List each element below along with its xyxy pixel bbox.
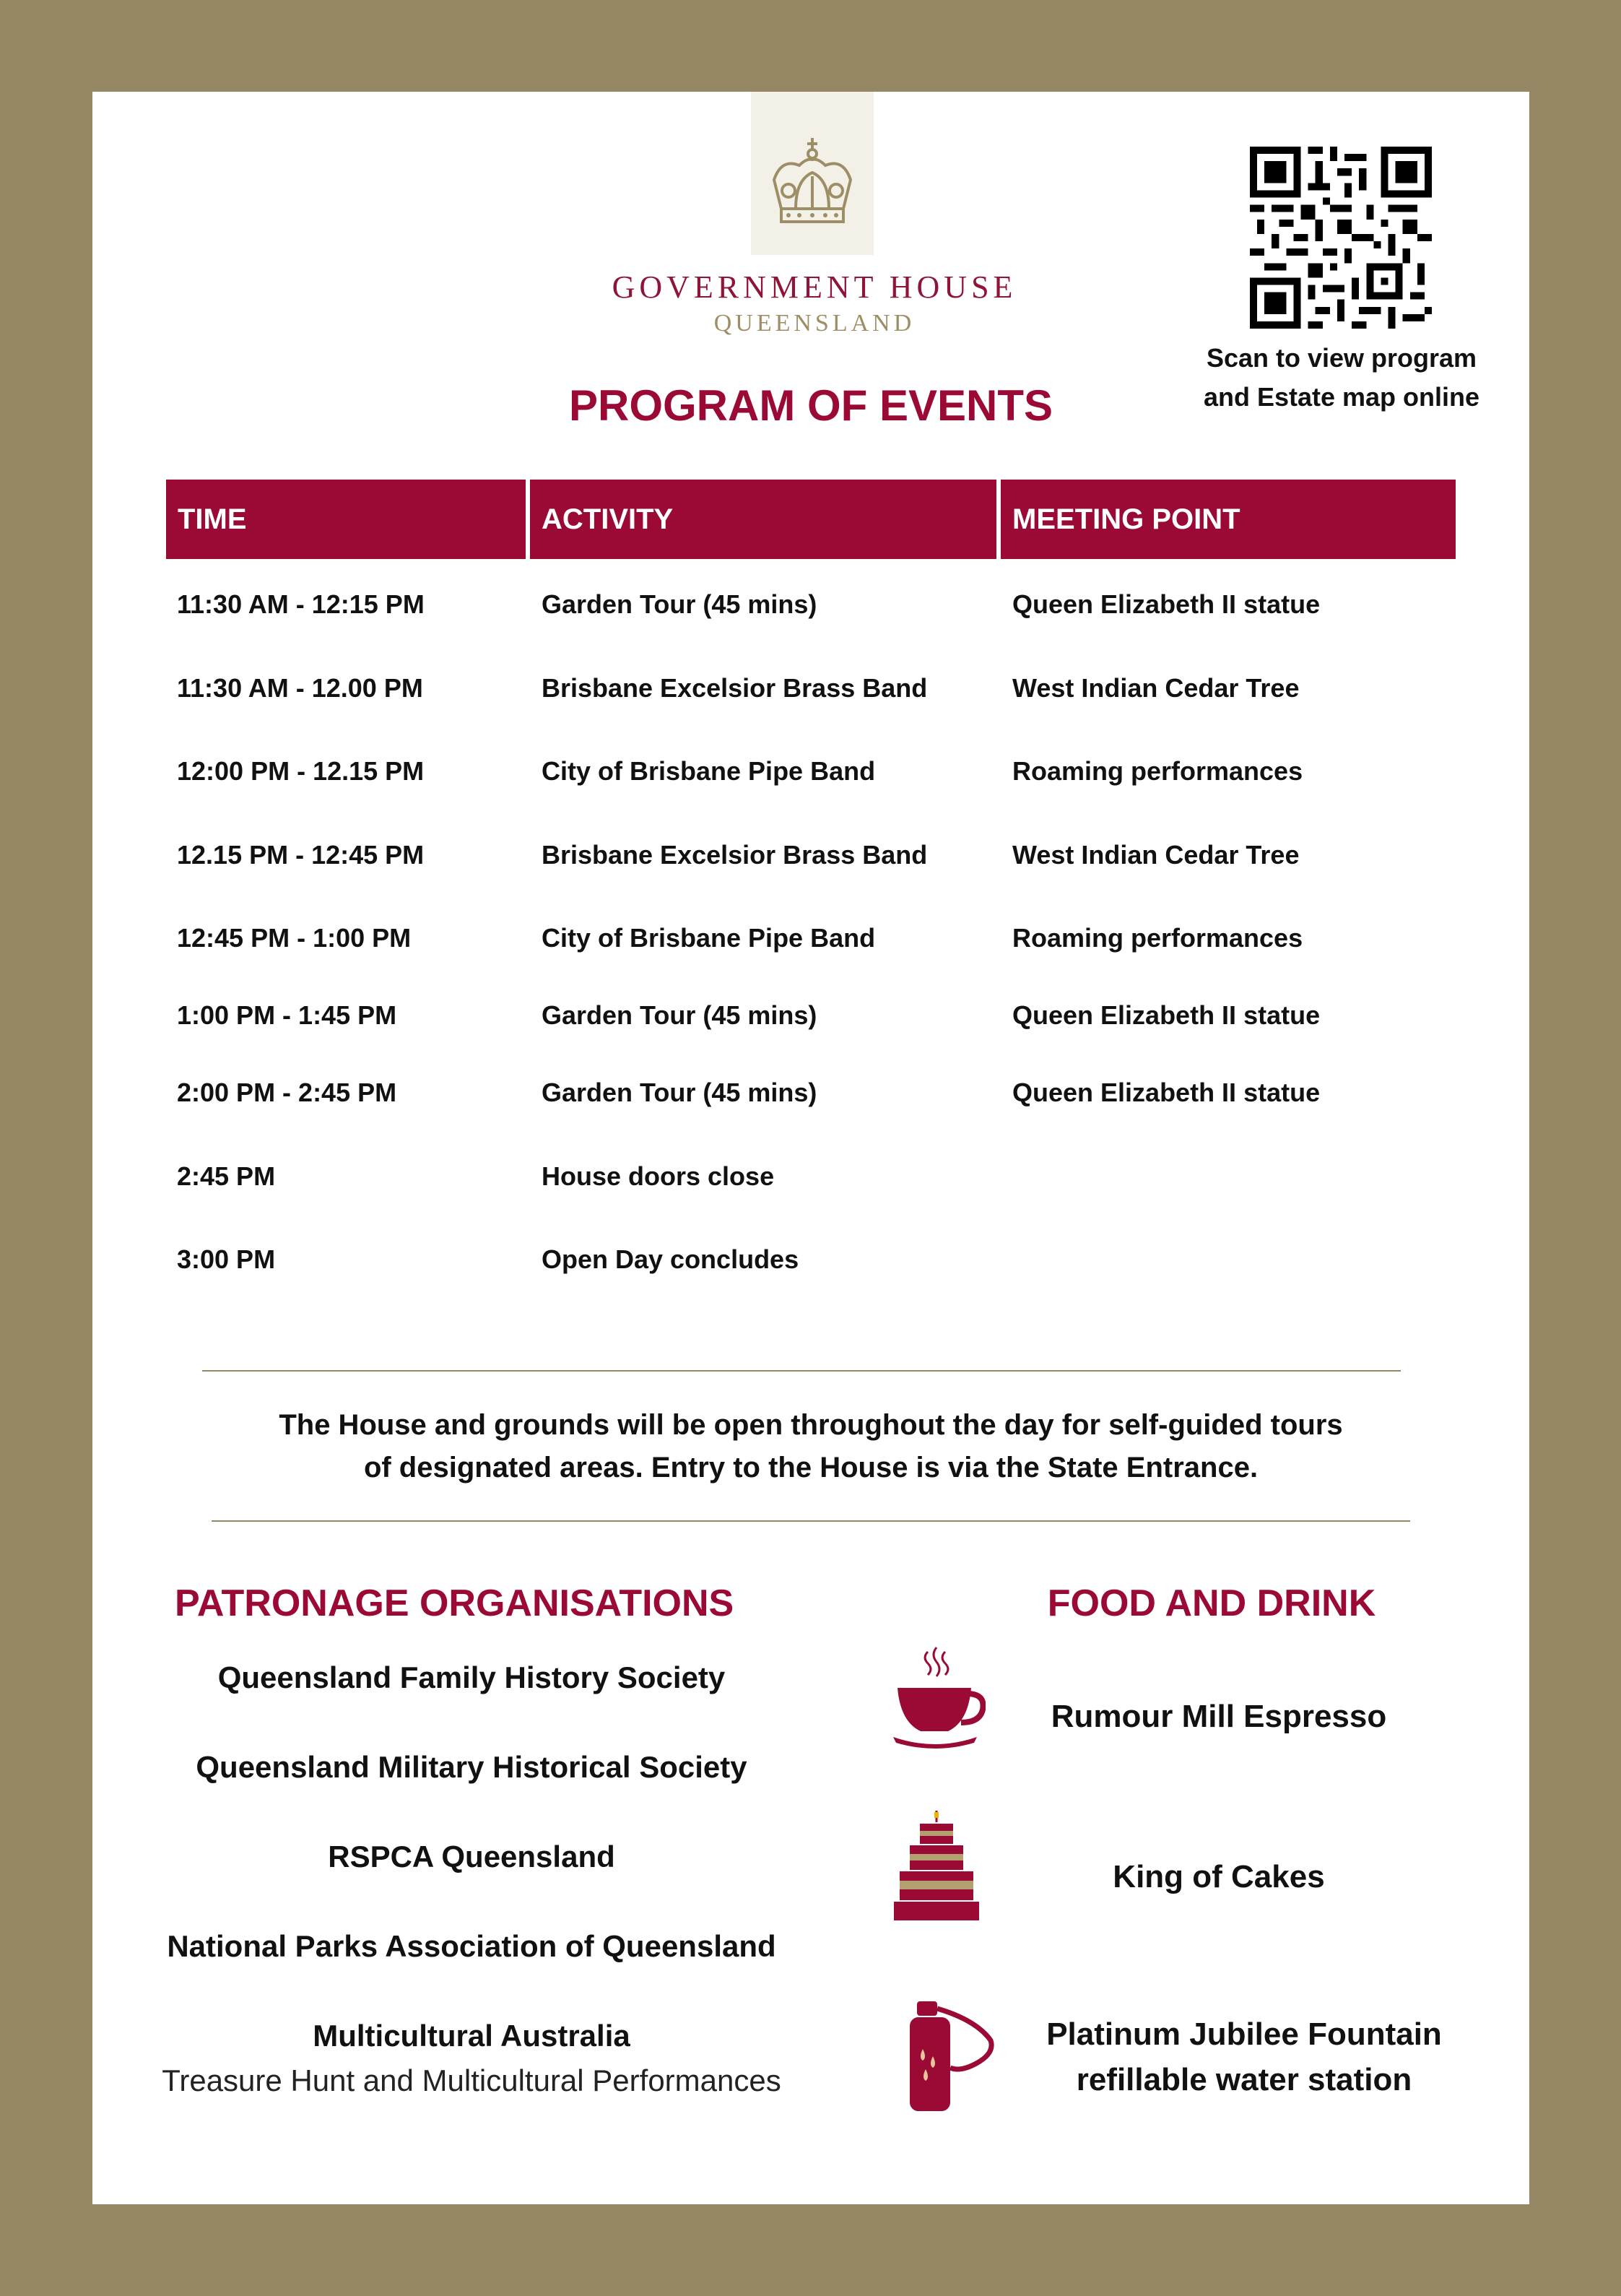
- time-cell: 2:45 PM: [177, 1161, 276, 1191]
- fountain-line1: Platinum Jubilee Fountain: [1046, 2016, 1442, 2052]
- activity-cell: Garden Tour (45 mins): [542, 1000, 817, 1030]
- activity-cell: City of Brisbane Pipe Band: [542, 923, 876, 953]
- activity-cell: City of Brisbane Pipe Band: [542, 756, 876, 786]
- time-cell: 11:30 AM - 12.00 PM: [177, 673, 423, 703]
- activity-cell: House doors close: [542, 1161, 775, 1191]
- column-header-time: TIME: [166, 480, 526, 559]
- qr-caption-line1: Scan to view program: [1206, 343, 1477, 373]
- qr-caption-line2: and Estate map online: [1203, 382, 1480, 412]
- meeting-point-cell: Queen Elizabeth II statue: [1012, 1000, 1321, 1030]
- food-vendor-coffee: Rumour Mill Espresso: [1051, 1699, 1387, 1734]
- list-item: Queensland Family History Society: [217, 1660, 726, 1694]
- divider-top: [202, 1370, 1401, 1372]
- activity-cell: Brisbane Excelsior Brass Band: [542, 673, 928, 703]
- notice-line2: of designated areas. Entry to the House is via the State Entrance.: [363, 1452, 1259, 1483]
- divider-bottom: [212, 1520, 1410, 1522]
- time-cell: 1:00 PM - 1:45 PM: [177, 1000, 397, 1030]
- list-item: National Parks Association of Queensland: [167, 1929, 776, 1963]
- meeting-point-cell: Queen Elizabeth II statue: [1012, 589, 1321, 619]
- list-item: RSPCA Queensland: [328, 1840, 615, 1873]
- brand-wordmark: [598, 269, 1031, 337]
- notice-text: [157, 1404, 1464, 1489]
- list-item-subtext: Treasure Hunt and Multicultural Performances: [162, 2063, 781, 2097]
- patronage-title: PATRONAGE ORGANISATIONS: [175, 1582, 734, 1624]
- activity-cell: Brisbane Excelsior Brass Band: [542, 840, 928, 870]
- time-cell: 12:45 PM - 1:00 PM: [177, 923, 412, 953]
- meeting-point-cell: Roaming performances: [1012, 923, 1303, 953]
- water-bottle-icon: [907, 1998, 995, 2114]
- meeting-point-cell: Queen Elizabeth II statue: [1012, 1078, 1321, 1107]
- time-cell: 12:00 PM - 12.15 PM: [177, 756, 425, 786]
- time-cell: 2:00 PM - 2:45 PM: [177, 1078, 397, 1107]
- activity-cell: Open Day concludes: [542, 1244, 799, 1274]
- crest-emblem: [751, 92, 874, 255]
- time-cell: 3:00 PM: [177, 1244, 276, 1274]
- program-page: [92, 92, 1529, 2204]
- column-header-meeting-point: MEETING POINT: [1001, 480, 1456, 559]
- crown-icon: [767, 137, 858, 230]
- fountain-line2: refillable water station: [1076, 2062, 1412, 2097]
- food-title: FOOD AND DRINK: [1047, 1582, 1376, 1624]
- column-header-activity: ACTIVITY: [530, 480, 996, 559]
- cake-icon: [894, 1809, 979, 1922]
- food-vendor-cakes: King of Cakes: [1113, 1859, 1325, 1894]
- meeting-point-cell: West Indian Cedar Tree: [1012, 673, 1300, 703]
- time-cell: 12.15 PM - 12:45 PM: [177, 840, 425, 870]
- list-item: Queensland Military Historical Society: [196, 1750, 747, 1784]
- food-vendor-fountain: [995, 2011, 1493, 2102]
- meeting-point-cell: Roaming performances: [1012, 756, 1303, 786]
- page-title: PROGRAM OF EVENTS: [568, 381, 1053, 430]
- brand-main-text: GOVERNMENT HOUSE: [612, 269, 1017, 305]
- qr-code[interactable]: [1250, 147, 1432, 329]
- activity-cell: Garden Tour (45 mins): [542, 589, 817, 619]
- activity-cell: Garden Tour (45 mins): [542, 1078, 817, 1107]
- time-cell: 11:30 AM - 12:15 PM: [177, 589, 425, 619]
- list-item: Multicultural Australia: [313, 2019, 630, 2053]
- meeting-point-cell: West Indian Cedar Tree: [1012, 840, 1300, 870]
- brand-sub-text: QUEENSLAND: [713, 310, 916, 337]
- qr-caption: [1175, 339, 1508, 417]
- coffee-cup-icon: [890, 1646, 986, 1754]
- notice-line1: The House and grounds will be open throughout the day for self-guided tours: [279, 1409, 1343, 1441]
